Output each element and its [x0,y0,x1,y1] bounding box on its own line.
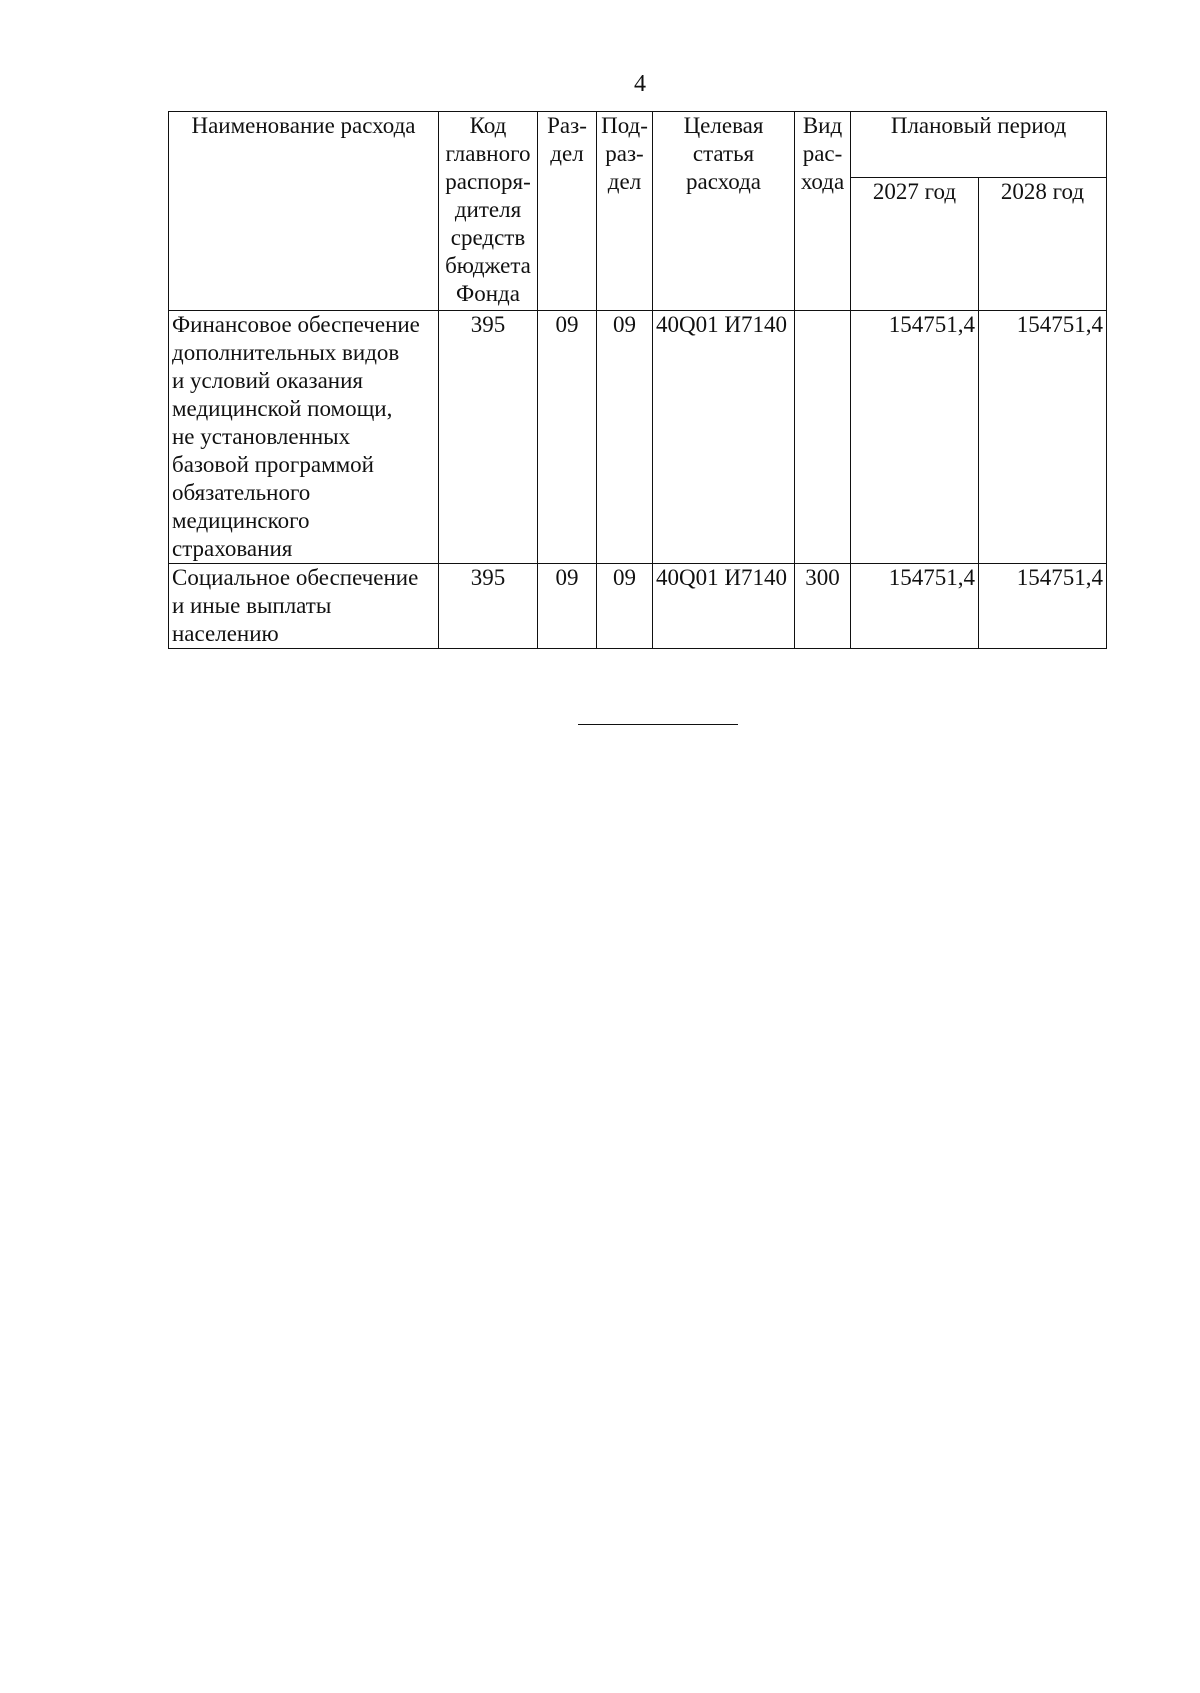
row-section: 09 [538,564,597,649]
row-subsection: 09 [597,564,653,649]
row-target: 40Q01 И7140 [653,564,795,649]
table-row [169,564,1107,649]
row-target: 40Q01 И7140 [653,311,795,564]
end-divider-line [578,724,738,725]
row-year-2027: 154751,4 [851,564,979,649]
header-year-2027: 2027 год [851,178,979,311]
header-period: Плановый период [851,112,1107,178]
header-code: Код главного распоря- дителя средств бюджета Фонда [439,112,538,311]
header-type: Вид рас- хода [795,112,851,311]
row-code: 395 [439,311,538,564]
header-year-2028: 2028 год [979,178,1107,311]
row-name: Социальное обеспечение и иные выплаты населению [169,564,439,649]
expenses-table [168,111,1107,649]
row-year-2027: 154751,4 [851,311,979,564]
row-code: 395 [439,564,538,649]
header-subsection: Под- раз- дел [597,112,653,311]
row-subsection: 09 [597,311,653,564]
row-name: Финансовое обеспечение дополнительных видов и условий оказания медицинской помощи, не установленных базовой программой обязательного медицинского страхования [169,311,439,564]
table-row [169,311,1107,564]
page-number: 4 [634,71,646,97]
row-year-2028: 154751,4 [979,564,1107,649]
row-type: 300 [795,564,851,649]
header-section: Раз- дел [538,112,597,311]
row-type [795,311,851,564]
header-name: Наименование расхода [169,112,439,311]
row-year-2028: 154751,4 [979,311,1107,564]
header-target: Целевая статья расхода [653,112,795,311]
row-section: 09 [538,311,597,564]
